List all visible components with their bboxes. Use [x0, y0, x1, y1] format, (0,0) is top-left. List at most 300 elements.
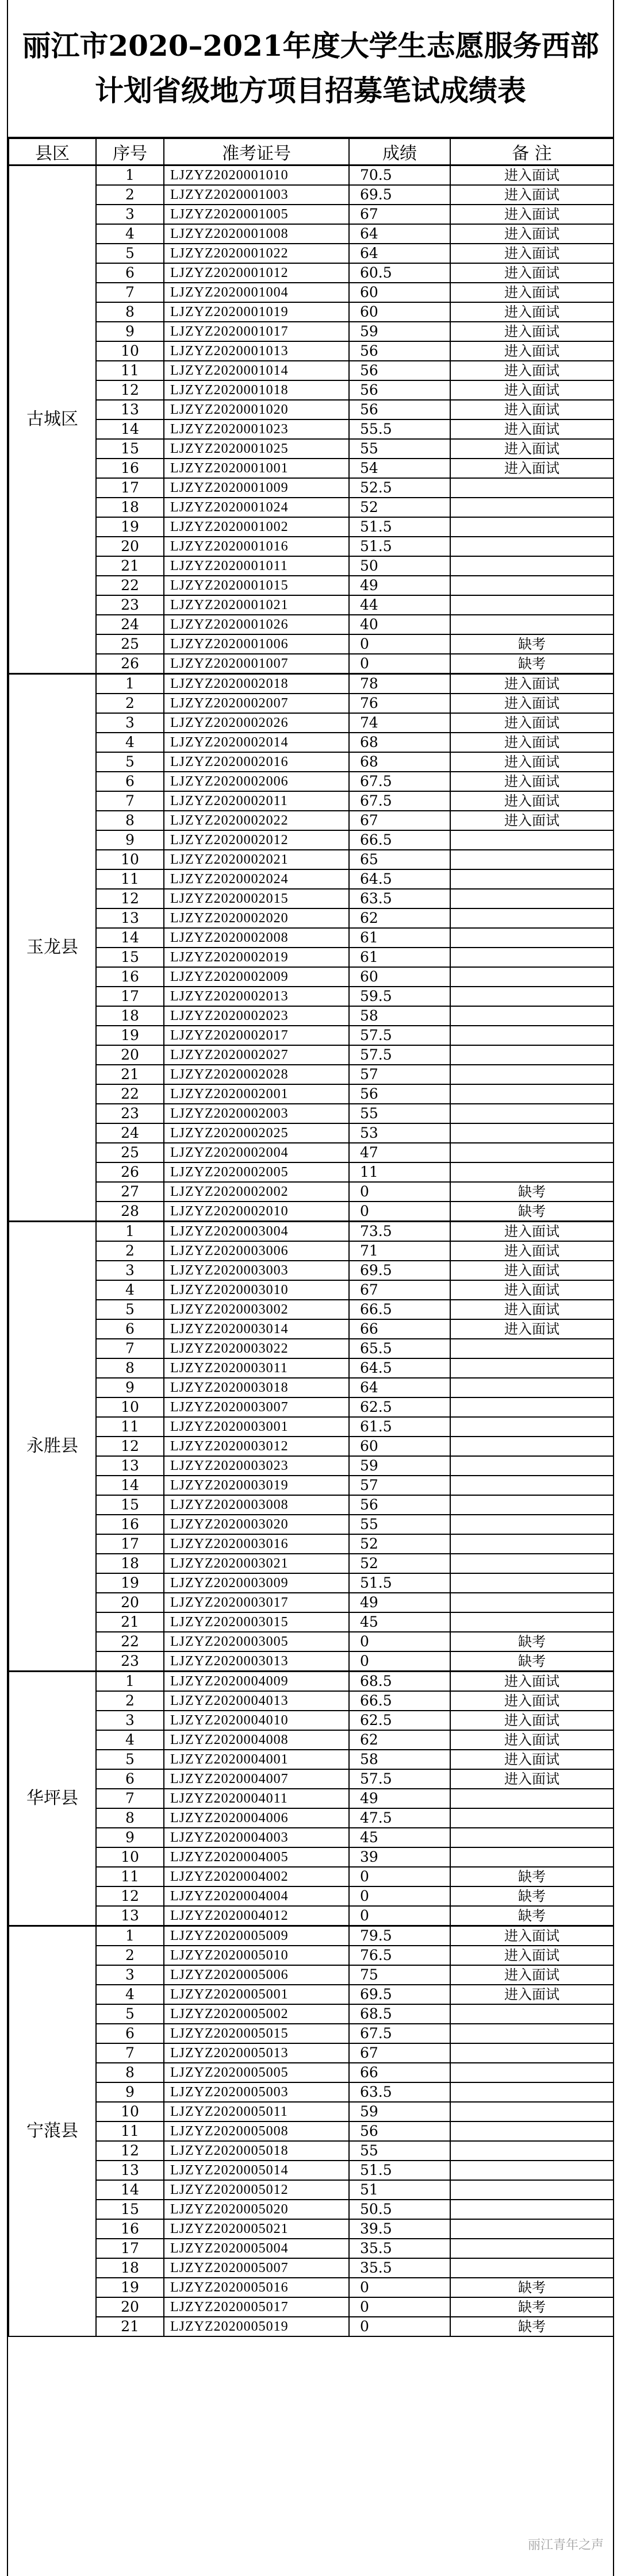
seq-cell: 18: [96, 2258, 164, 2278]
note-cell: 进入面试: [450, 205, 614, 224]
exam-id-cell: LJZYZ2020003002: [164, 1300, 349, 1319]
exam-id-cell: LJZYZ2020001016: [164, 537, 349, 556]
exam-id-cell: LJZYZ2020002008: [164, 928, 349, 948]
note-cell: 缺考: [450, 1182, 614, 1202]
exam-id-cell: LJZYZ2020004002: [164, 1867, 349, 1886]
table-row: [9, 1417, 614, 1437]
header-exam-id: 准考证号: [164, 138, 349, 165]
note-cell: [450, 1828, 614, 1847]
exam-id-cell: LJZYZ2020005015: [164, 2024, 349, 2043]
table-row: [9, 850, 614, 869]
exam-id-cell: LJZYZ2020002005: [164, 1162, 349, 1182]
exam-id-cell: LJZYZ2020004004: [164, 1886, 349, 1906]
table-row: [9, 1397, 614, 1417]
table-row: [9, 791, 614, 811]
table-row: [9, 1241, 614, 1261]
exam-id-cell: LJZYZ2020001018: [164, 380, 349, 400]
note-cell: [450, 1084, 614, 1104]
table-row: [9, 263, 614, 283]
exam-id-cell: LJZYZ2020005009: [164, 1926, 349, 1946]
seq-cell: 5: [96, 1750, 164, 1769]
table-row: [9, 302, 614, 322]
score-cell: 69.5: [349, 185, 450, 205]
table-row: [9, 1123, 614, 1143]
exam-id-cell: LJZYZ2020005002: [164, 2004, 349, 2024]
score-cell: 57.5: [349, 1769, 450, 1789]
exam-id-cell: LJZYZ2020001006: [164, 634, 349, 654]
table-row: [9, 1828, 614, 1847]
seq-cell: 16: [96, 459, 164, 478]
score-cell: 45: [349, 1828, 450, 1847]
table-row: [9, 1612, 614, 1632]
table-row: [9, 595, 614, 615]
exam-id-cell: LJZYZ2020002026: [164, 713, 349, 733]
exam-id-cell: LJZYZ2020001004: [164, 283, 349, 302]
score-cell: 66: [349, 1319, 450, 1339]
table-row: [9, 1143, 614, 1162]
exam-id-cell: LJZYZ2020003008: [164, 1495, 349, 1515]
seq-cell: 12: [96, 1886, 164, 1906]
note-cell: 进入面试: [450, 1319, 614, 1339]
exam-id-cell: LJZYZ2020005004: [164, 2239, 349, 2258]
seq-cell: 18: [96, 498, 164, 517]
table-row: [9, 1222, 614, 1242]
seq-cell: 10: [96, 1397, 164, 1417]
note-cell: 进入面试: [450, 400, 614, 419]
note-cell: [450, 1378, 614, 1397]
table-row: [9, 1750, 614, 1769]
table-row: [9, 2239, 614, 2258]
table-row: [9, 1378, 614, 1397]
score-cell: 56: [349, 380, 450, 400]
table-row: [9, 1946, 614, 1965]
table-row: [9, 1045, 614, 1065]
seq-cell: 28: [96, 1202, 164, 1222]
table-row: [9, 615, 614, 634]
seq-cell: 23: [96, 1104, 164, 1123]
table-row: [9, 419, 614, 439]
seq-cell: 19: [96, 1573, 164, 1593]
note-cell: 进入面试: [450, 1672, 614, 1692]
exam-id-cell: LJZYZ2020002028: [164, 1065, 349, 1084]
note-cell: 进入面试: [450, 341, 614, 361]
note-cell: 进入面试: [450, 263, 614, 283]
exam-id-cell: LJZYZ2020003010: [164, 1280, 349, 1300]
exam-id-cell: LJZYZ2020005013: [164, 2043, 349, 2063]
seq-cell: 12: [96, 889, 164, 908]
seq-cell: 10: [96, 850, 164, 869]
note-cell: [450, 1065, 614, 1084]
score-cell: 69.5: [349, 1261, 450, 1280]
exam-id-cell: LJZYZ2020003005: [164, 1632, 349, 1651]
seq-cell: 11: [96, 1867, 164, 1886]
score-cell: 61: [349, 948, 450, 967]
table-row: [9, 733, 614, 752]
exam-id-cell: LJZYZ2020002011: [164, 791, 349, 811]
seq-cell: 12: [96, 2141, 164, 2161]
score-cell: 55: [349, 1104, 450, 1123]
seq-cell: 14: [96, 928, 164, 948]
table-row: [9, 1847, 614, 1867]
score-cell: 62.5: [349, 1711, 450, 1730]
note-cell: [450, 1534, 614, 1554]
score-cell: 11: [349, 1162, 450, 1182]
seq-cell: 6: [96, 2024, 164, 2043]
note-cell: [450, 2082, 614, 2102]
note-cell: 进入面试: [450, 244, 614, 263]
table-row: [9, 811, 614, 830]
note-cell: 进入面试: [450, 380, 614, 400]
exam-id-cell: LJZYZ2020001021: [164, 595, 349, 615]
table-row: [9, 2121, 614, 2141]
note-cell: [450, 2063, 614, 2082]
seq-cell: 22: [96, 576, 164, 595]
exam-id-cell: LJZYZ2020003013: [164, 1651, 349, 1672]
note-cell: [450, 967, 614, 987]
score-cell: 68.5: [349, 2004, 450, 2024]
exam-id-cell: LJZYZ2020001020: [164, 400, 349, 419]
seq-cell: 17: [96, 2239, 164, 2258]
note-cell: 进入面试: [450, 713, 614, 733]
seq-cell: 15: [96, 1495, 164, 1515]
table-row: [9, 1867, 614, 1886]
seq-cell: 20: [96, 2297, 164, 2317]
note-cell: [450, 595, 614, 615]
note-cell: [450, 1612, 614, 1632]
note-cell: 进入面试: [450, 1711, 614, 1730]
exam-id-cell: LJZYZ2020004008: [164, 1730, 349, 1750]
score-cell: 0: [349, 1202, 450, 1222]
exam-id-cell: LJZYZ2020005021: [164, 2219, 349, 2239]
exam-id-cell: LJZYZ2020003011: [164, 1358, 349, 1378]
score-cell: 51.5: [349, 517, 450, 537]
exam-id-cell: LJZYZ2020004001: [164, 1750, 349, 1769]
table-row: [9, 1202, 614, 1222]
table-row: [9, 2219, 614, 2239]
table-row: [9, 1789, 614, 1808]
score-cell: 44: [349, 595, 450, 615]
table-row: [9, 1926, 614, 1946]
table-row: [9, 224, 614, 244]
note-cell: [450, 987, 614, 1006]
score-cell: 58: [349, 1750, 450, 1769]
note-cell: 进入面试: [450, 1222, 614, 1242]
seq-cell: 5: [96, 752, 164, 772]
seq-cell: 11: [96, 1417, 164, 1437]
exam-id-cell: LJZYZ2020004011: [164, 1789, 349, 1808]
note-cell: [450, 2043, 614, 2063]
table-row: [9, 341, 614, 361]
table-row: [9, 322, 614, 341]
score-cell: 55: [349, 439, 450, 459]
score-cell: 0: [349, 1906, 450, 1926]
note-cell: [450, 498, 614, 517]
seq-cell: 27: [96, 1182, 164, 1202]
note-cell: [450, 1104, 614, 1123]
table-row: [9, 2317, 614, 2336]
score-cell: 60: [349, 1437, 450, 1456]
exam-id-cell: LJZYZ2020003006: [164, 1241, 349, 1261]
seq-cell: 4: [96, 1280, 164, 1300]
table-row: [9, 967, 614, 987]
score-cell: 65: [349, 850, 450, 869]
seq-cell: 22: [96, 1632, 164, 1651]
exam-id-cell: LJZYZ2020005018: [164, 2141, 349, 2161]
exam-id-cell: LJZYZ2020002006: [164, 772, 349, 791]
table-row: [9, 1515, 614, 1534]
score-cell: 35.5: [349, 2258, 450, 2278]
exam-id-cell: LJZYZ2020002025: [164, 1123, 349, 1143]
table-row: [9, 1769, 614, 1789]
note-cell: 进入面试: [450, 1261, 614, 1280]
seq-cell: 1: [96, 1672, 164, 1692]
score-cell: 56: [349, 400, 450, 419]
table-row: [9, 2297, 614, 2317]
table-row: [9, 283, 614, 302]
note-cell: 进入面试: [450, 302, 614, 322]
score-cell: 0: [349, 1867, 450, 1886]
exam-id-cell: LJZYZ2020002001: [164, 1084, 349, 1104]
exam-id-cell: LJZYZ2020004003: [164, 1828, 349, 1847]
note-cell: 进入面试: [450, 185, 614, 205]
exam-id-cell: LJZYZ2020003018: [164, 1378, 349, 1397]
score-cell: 39.5: [349, 2219, 450, 2239]
score-cell: 56: [349, 341, 450, 361]
note-cell: [450, 1417, 614, 1437]
score-cell: 0: [349, 634, 450, 654]
exam-id-cell: LJZYZ2020001010: [164, 165, 349, 186]
note-cell: [450, 1123, 614, 1143]
exam-id-cell: LJZYZ2020001026: [164, 615, 349, 634]
seq-cell: 9: [96, 1378, 164, 1397]
exam-id-cell: LJZYZ2020004006: [164, 1808, 349, 1828]
note-cell: [450, 830, 614, 850]
score-cell: 64.5: [349, 1358, 450, 1378]
score-cell: 58: [349, 1006, 450, 1026]
seq-cell: 24: [96, 1123, 164, 1143]
exam-id-cell: LJZYZ2020005012: [164, 2180, 349, 2200]
table-row: [9, 498, 614, 517]
table-row: [9, 1711, 614, 1730]
score-cell: 49: [349, 1593, 450, 1612]
note-cell: [450, 1456, 614, 1476]
score-cell: 63.5: [349, 2082, 450, 2102]
table-row: [9, 948, 614, 967]
score-cell: 66: [349, 2063, 450, 2082]
table-row: [9, 1104, 614, 1123]
seq-cell: 1: [96, 674, 164, 694]
exam-id-cell: LJZYZ2020002019: [164, 948, 349, 967]
exam-id-cell: LJZYZ2020003012: [164, 1437, 349, 1456]
exam-id-cell: LJZYZ2020001019: [164, 302, 349, 322]
table-row: [9, 694, 614, 713]
seq-cell: 5: [96, 1300, 164, 1319]
score-cell: 63.5: [349, 889, 450, 908]
table-row: [9, 2278, 614, 2297]
note-cell: 进入面试: [450, 283, 614, 302]
exam-id-cell: LJZYZ2020002020: [164, 908, 349, 928]
seq-cell: 14: [96, 419, 164, 439]
seq-cell: 4: [96, 1730, 164, 1750]
score-cell: 67: [349, 205, 450, 224]
note-cell: 进入面试: [450, 674, 614, 694]
seq-cell: 13: [96, 908, 164, 928]
seq-cell: 2: [96, 694, 164, 713]
note-cell: [450, 1397, 614, 1417]
table-row: [9, 2004, 614, 2024]
score-cell: 62: [349, 908, 450, 928]
exam-id-cell: LJZYZ2020003016: [164, 1534, 349, 1554]
exam-id-cell: LJZYZ2020001011: [164, 556, 349, 576]
seq-cell: 7: [96, 2043, 164, 2063]
score-cell: 0: [349, 2278, 450, 2297]
table-row: [9, 2180, 614, 2200]
table-row: [9, 1261, 614, 1280]
score-cell: 45: [349, 1612, 450, 1632]
score-cell: 68: [349, 752, 450, 772]
table-row: [9, 1495, 614, 1515]
table-row: [9, 987, 614, 1006]
exam-id-cell: LJZYZ2020001013: [164, 341, 349, 361]
note-cell: [450, 2219, 614, 2239]
score-cell: 35.5: [349, 2239, 450, 2258]
seq-cell: 1: [96, 1222, 164, 1242]
table-row: [9, 1573, 614, 1593]
table-row: [9, 772, 614, 791]
exam-id-cell: LJZYZ2020001005: [164, 205, 349, 224]
seq-cell: 5: [96, 244, 164, 263]
seq-cell: 3: [96, 205, 164, 224]
seq-cell: 3: [96, 1261, 164, 1280]
note-cell: 缺考: [450, 1886, 614, 1906]
seq-cell: 3: [96, 1711, 164, 1730]
exam-id-cell: LJZYZ2020001022: [164, 244, 349, 263]
score-cell: 51.5: [349, 537, 450, 556]
table-row: [9, 1065, 614, 1084]
watermark: 丽江青年之声: [527, 2538, 604, 2552]
seq-cell: 9: [96, 322, 164, 341]
table-row: [9, 1965, 614, 1985]
note-cell: [450, 1045, 614, 1065]
table-row: [9, 1006, 614, 1026]
table-row: [9, 1672, 614, 1692]
note-cell: 进入面试: [450, 1946, 614, 1965]
seq-cell: 23: [96, 595, 164, 615]
table-row: [9, 439, 614, 459]
score-cell: 73.5: [349, 1222, 450, 1242]
table-row: [9, 517, 614, 537]
exam-id-cell: LJZYZ2020005020: [164, 2200, 349, 2219]
seq-cell: 15: [96, 2200, 164, 2219]
note-cell: 进入面试: [450, 419, 614, 439]
score-cell: 59: [349, 1456, 450, 1476]
score-cell: 70.5: [349, 165, 450, 186]
seq-cell: 7: [96, 283, 164, 302]
county-cell: 永胜县: [9, 1222, 96, 1672]
note-cell: 进入面试: [450, 322, 614, 341]
seq-cell: 13: [96, 1456, 164, 1476]
note-cell: 进入面试: [450, 1769, 614, 1789]
note-cell: [450, 1026, 614, 1045]
table-row: [9, 1534, 614, 1554]
table-row: [9, 1280, 614, 1300]
seq-cell: 18: [96, 1554, 164, 1573]
table-row: [9, 244, 614, 263]
seq-cell: 21: [96, 556, 164, 576]
table-row: [9, 556, 614, 576]
exam-id-cell: LJZYZ2020002022: [164, 811, 349, 830]
seq-cell: 19: [96, 517, 164, 537]
note-cell: 进入面试: [450, 752, 614, 772]
seq-cell: 15: [96, 439, 164, 459]
page-title: 丽江市2020–2021年度大学生志愿服务西部计划省级地方项目招募笔试成绩表: [8, 0, 613, 138]
score-cell: 64: [349, 244, 450, 263]
score-cell: 67.5: [349, 2024, 450, 2043]
exam-id-cell: LJZYZ2020001017: [164, 322, 349, 341]
exam-id-cell: LJZYZ2020002027: [164, 1045, 349, 1065]
note-cell: 缺考: [450, 1651, 614, 1672]
note-cell: [450, 478, 614, 498]
note-cell: [450, 2258, 614, 2278]
seq-cell: 20: [96, 1045, 164, 1065]
score-cell: 51.5: [349, 1573, 450, 1593]
score-cell: 51.5: [349, 2161, 450, 2180]
note-cell: [450, 2102, 614, 2121]
exam-id-cell: LJZYZ2020001007: [164, 654, 349, 674]
exam-id-cell: LJZYZ2020005001: [164, 1985, 349, 2004]
seq-cell: 8: [96, 302, 164, 322]
table-row: [9, 1886, 614, 1906]
score-cell: 59: [349, 2102, 450, 2121]
seq-cell: 13: [96, 2161, 164, 2180]
score-cell: 78: [349, 674, 450, 694]
note-cell: 进入面试: [450, 811, 614, 830]
exam-id-cell: LJZYZ2020001023: [164, 419, 349, 439]
seq-cell: 21: [96, 1065, 164, 1084]
seq-cell: 11: [96, 2121, 164, 2141]
table-row: [9, 185, 614, 205]
table-row: [9, 1476, 614, 1495]
score-cell: 0: [349, 1182, 450, 1202]
exam-id-cell: LJZYZ2020002007: [164, 694, 349, 713]
table-row: [9, 1691, 614, 1711]
exam-id-cell: LJZYZ2020005007: [164, 2258, 349, 2278]
table-row: [9, 165, 614, 186]
seq-cell: 2: [96, 1691, 164, 1711]
exam-id-cell: LJZYZ2020002009: [164, 967, 349, 987]
table-row: [9, 2161, 614, 2180]
exam-id-cell: LJZYZ2020005019: [164, 2317, 349, 2336]
exam-id-cell: LJZYZ2020003014: [164, 1319, 349, 1339]
exam-id-cell: LJZYZ2020001015: [164, 576, 349, 595]
seq-cell: 23: [96, 1651, 164, 1672]
exam-id-cell: LJZYZ2020002010: [164, 1202, 349, 1222]
exam-id-cell: LJZYZ2020005011: [164, 2102, 349, 2121]
score-sheet: [7, 0, 614, 2576]
score-cell: 60: [349, 967, 450, 987]
seq-cell: 6: [96, 1319, 164, 1339]
seq-cell: 16: [96, 2219, 164, 2239]
table-row: [9, 1456, 614, 1476]
seq-cell: 3: [96, 1965, 164, 1985]
header-note: 备 注: [450, 138, 614, 165]
table-row: [9, 1162, 614, 1182]
score-cell: 59.5: [349, 987, 450, 1006]
table-row: [9, 1808, 614, 1828]
table-row: [9, 1182, 614, 1202]
score-cell: 66.5: [349, 1300, 450, 1319]
score-cell: 64: [349, 1378, 450, 1397]
